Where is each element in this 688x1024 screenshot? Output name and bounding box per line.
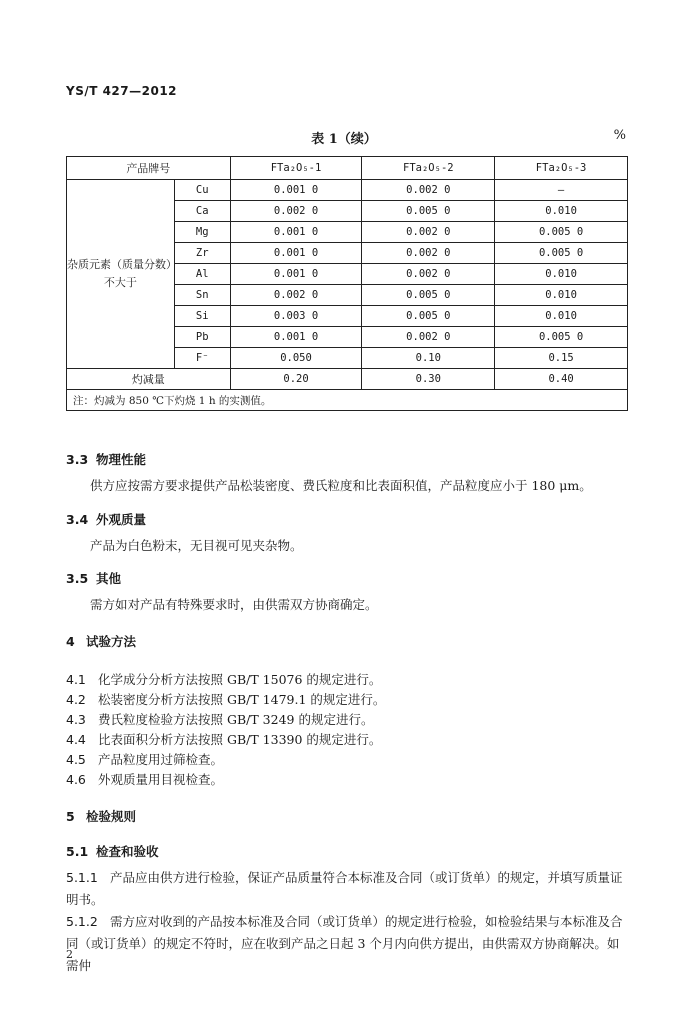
- impurity-label: [67, 180, 175, 369]
- item-number: 4.3: [66, 712, 86, 727]
- value-cell: 0.005 0: [495, 327, 628, 348]
- header-grade: FTa₂O₅-3: [495, 157, 628, 180]
- item-number: 4.4: [66, 732, 86, 747]
- value-cell: 0.050: [230, 348, 362, 369]
- paragraph: [66, 867, 628, 911]
- value-cell: 0.005 0: [495, 243, 628, 264]
- standard-code: YS/T 427—2012: [66, 84, 178, 98]
- value-cell: 0.002 0: [230, 285, 362, 306]
- value-cell: 0.001 0: [230, 243, 362, 264]
- element-cell: F⁻: [174, 348, 230, 369]
- section-title: 物理性能: [96, 452, 147, 467]
- paragraph: [66, 911, 628, 977]
- section-title: 外观质量: [96, 512, 147, 527]
- paragraph: 产品为白色粉末，无目视可见夹杂物。: [90, 538, 303, 553]
- section-heading: [66, 510, 146, 528]
- value-cell: 0.010: [495, 285, 628, 306]
- section-heading: [66, 807, 136, 825]
- list-item: [66, 690, 385, 708]
- section-heading: [66, 842, 159, 860]
- value-cell: 0.010: [495, 201, 628, 222]
- element-cell: Pb: [174, 327, 230, 348]
- value-cell: 0.40: [495, 369, 628, 390]
- value-cell: —: [495, 180, 628, 201]
- clause-number: 5.1.2: [66, 914, 98, 929]
- clause-text: 需方应对收到的产品按本标准及合同（或订货单）的规定进行检验，如检验结果与本标准及合同（或订货单）的规定不符时，应在收到产品之日起 3 个月内向供方提出，由供需双方协商解决。如需仲: [66, 914, 623, 973]
- paragraph: 供方应按需方要求提供产品松装密度、费氏粒度和比表面积值，产品粒度应小于 180 μm。: [90, 478, 592, 493]
- item-number: 4.2: [66, 692, 86, 707]
- clause-text: 产品应由供方进行检验，保证产品质量符合本标准及合同（或订货单）的规定，并填写质量证明书。: [66, 870, 623, 907]
- impurity-label-line2: 不大于: [103, 276, 137, 289]
- item-text: 比表面积分析方法按照 GB/T 13390 的规定进行。: [98, 732, 382, 747]
- list-item: [66, 750, 223, 768]
- list-item: [66, 770, 223, 788]
- table-header-row: [67, 157, 628, 180]
- element-cell: Zr: [174, 243, 230, 264]
- note-row: [67, 390, 628, 411]
- section-number: 3.3: [66, 452, 89, 467]
- value-cell: 0.002 0: [362, 180, 495, 201]
- value-cell: 0.002 0: [230, 201, 362, 222]
- spec-table: [66, 156, 628, 411]
- item-number: 4.1: [66, 672, 86, 687]
- value-cell: 0.10: [362, 348, 495, 369]
- section-title: 试验方法: [86, 634, 137, 649]
- section-number: 3.4: [66, 512, 89, 527]
- table-note: 注：灼减为 850 ℃下灼烧 1 h 的实测值。: [67, 390, 628, 411]
- header-grade-label: 产品牌号: [67, 157, 231, 180]
- value-cell: 0.15: [495, 348, 628, 369]
- value-cell: 0.005 0: [495, 222, 628, 243]
- list-item: [66, 670, 381, 688]
- section-number: 5.1: [66, 844, 89, 859]
- value-cell: 0.005 0: [362, 201, 495, 222]
- list-item: [66, 710, 373, 728]
- section-number: 3.5: [66, 571, 89, 586]
- item-number: 4.5: [66, 752, 86, 767]
- element-cell: Cu: [174, 180, 230, 201]
- table-caption: 表 1（续）: [311, 132, 377, 147]
- element-cell: Sn: [174, 285, 230, 306]
- element-cell: Mg: [174, 222, 230, 243]
- section-title: 检验规则: [86, 809, 137, 824]
- value-cell: 0.20: [230, 369, 362, 390]
- value-cell: 0.002 0: [362, 264, 495, 285]
- value-cell: 0.001 0: [230, 180, 362, 201]
- section-heading: [66, 569, 121, 587]
- value-cell: 0.005 0: [362, 285, 495, 306]
- paragraph: 需方如对产品有特殊要求时，由供需双方协商确定。: [90, 597, 378, 612]
- page-number: 2: [66, 948, 73, 961]
- table-unit: %: [613, 128, 626, 143]
- section-number: 5: [66, 809, 75, 824]
- value-cell: 0.002 0: [362, 327, 495, 348]
- section-title: 其他: [96, 571, 122, 586]
- list-item: [66, 730, 381, 748]
- element-cell: Si: [174, 306, 230, 327]
- section-number: 4: [66, 634, 75, 649]
- item-text: 化学成分分析方法按照 GB/T 15076 的规定进行。: [98, 672, 382, 687]
- value-cell: 0.001 0: [230, 264, 362, 285]
- table-row: [67, 180, 628, 201]
- item-text: 产品粒度用过筛检查。: [98, 752, 224, 767]
- header-grade: FTa₂O₅-1: [230, 157, 362, 180]
- value-cell: 0.002 0: [362, 222, 495, 243]
- clause-number: 5.1.1: [66, 870, 98, 885]
- item-text: 外观质量用目视检查。: [98, 772, 224, 787]
- section-heading: [66, 632, 136, 650]
- loi-row: [67, 369, 628, 390]
- element-cell: Ca: [174, 201, 230, 222]
- value-cell: 0.001 0: [230, 222, 362, 243]
- impurity-label-line1: 杂质元素（质量分数）: [67, 258, 177, 271]
- value-cell: 0.010: [495, 264, 628, 285]
- section-heading: [66, 450, 146, 468]
- loi-label: 灼减量: [67, 369, 231, 390]
- header-grade: FTa₂O₅-2: [362, 157, 495, 180]
- item-text: 费氏粒度检验方法按照 GB/T 3249 的规定进行。: [98, 712, 374, 727]
- item-text: 松装密度分析方法按照 GB/T 1479.1 的规定进行。: [98, 692, 386, 707]
- value-cell: 0.30: [362, 369, 495, 390]
- value-cell: 0.010: [495, 306, 628, 327]
- item-number: 4.6: [66, 772, 86, 787]
- value-cell: 0.002 0: [362, 243, 495, 264]
- value-cell: 0.001 0: [230, 327, 362, 348]
- value-cell: 0.003 0: [230, 306, 362, 327]
- element-cell: Al: [174, 264, 230, 285]
- value-cell: 0.005 0: [362, 306, 495, 327]
- section-title: 检查和验收: [96, 844, 159, 859]
